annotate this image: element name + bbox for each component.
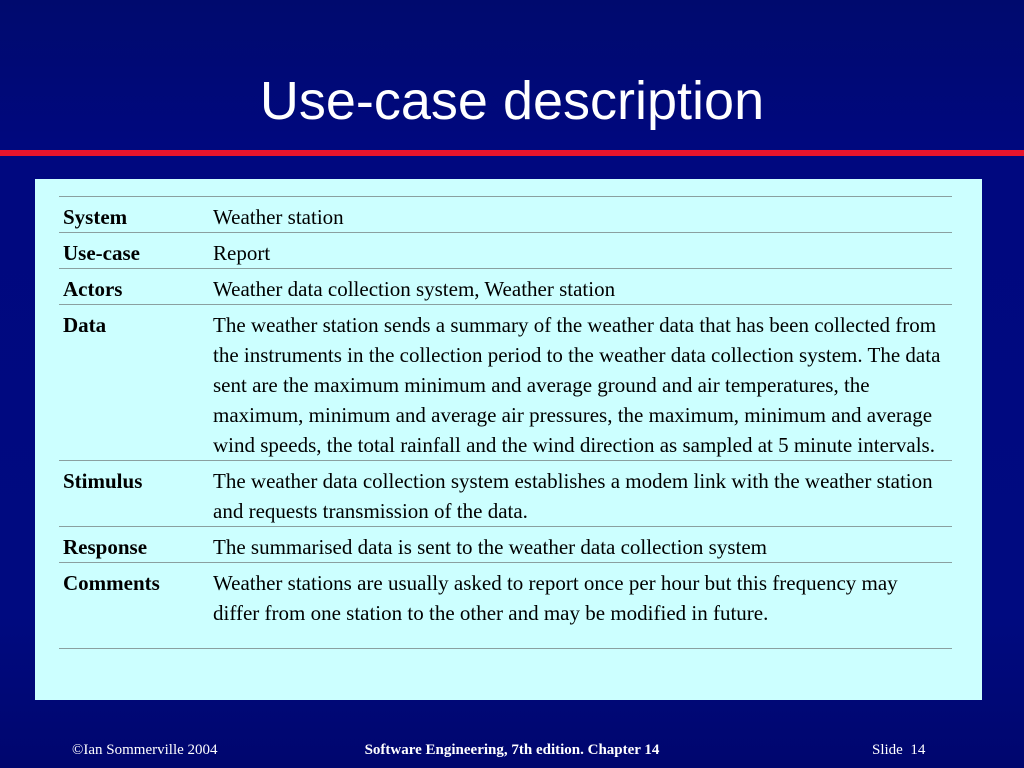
row-label: Use-case (63, 241, 140, 265)
row-label: Response (63, 535, 148, 559)
footer-slide-number: Slide 14 (872, 742, 926, 758)
row-value: Weather data collection system, Weather station (213, 277, 616, 301)
table-row-data (59, 304, 952, 460)
footer-copyright: ©Ian Sommerville 2004 (72, 742, 218, 758)
table-row-use-case (59, 232, 952, 268)
row-value: The weather station sends a summary of the weather data that has been collected from the instruments in the collection period to the weather data collection system. The data sent are the maximum minimum and average ground and air temperatures, the maximum, minimum and average air pressures, the maximum, minimum and average wind speeds, the total rainfall and the wind direction as sampled at 5 minute intervals. (213, 313, 941, 457)
row-label: Data (63, 313, 107, 337)
row-value: Weather stations are usually asked to report once per hour but this frequency may differ from one station to the other and may be modified in future. (213, 571, 898, 625)
title-divider (0, 150, 1024, 156)
table-row-system (59, 197, 952, 232)
row-label: Comments (63, 571, 160, 595)
use-case-table (59, 196, 952, 649)
table-row-stimulus (59, 460, 952, 526)
table-row-comments (59, 562, 952, 628)
row-value: The summarised data is sent to the weather data collection system (213, 535, 767, 559)
row-value: Report (213, 241, 271, 265)
slide-title: Use-case description (259, 71, 765, 131)
table-bottom-spacer (59, 628, 952, 648)
row-label: Actors (63, 277, 123, 301)
row-label: System (63, 205, 128, 229)
row-label: Stimulus (63, 469, 143, 493)
table-row-response (59, 526, 952, 562)
row-value: Weather station (213, 205, 344, 229)
row-value: The weather data collection system establishes a modem link with the weather station and requests transmission of the data. (213, 469, 933, 523)
table-row-actors (59, 268, 952, 304)
footer-book-title: Software Engineering, 7th edition. Chapter 14 (364, 742, 660, 758)
